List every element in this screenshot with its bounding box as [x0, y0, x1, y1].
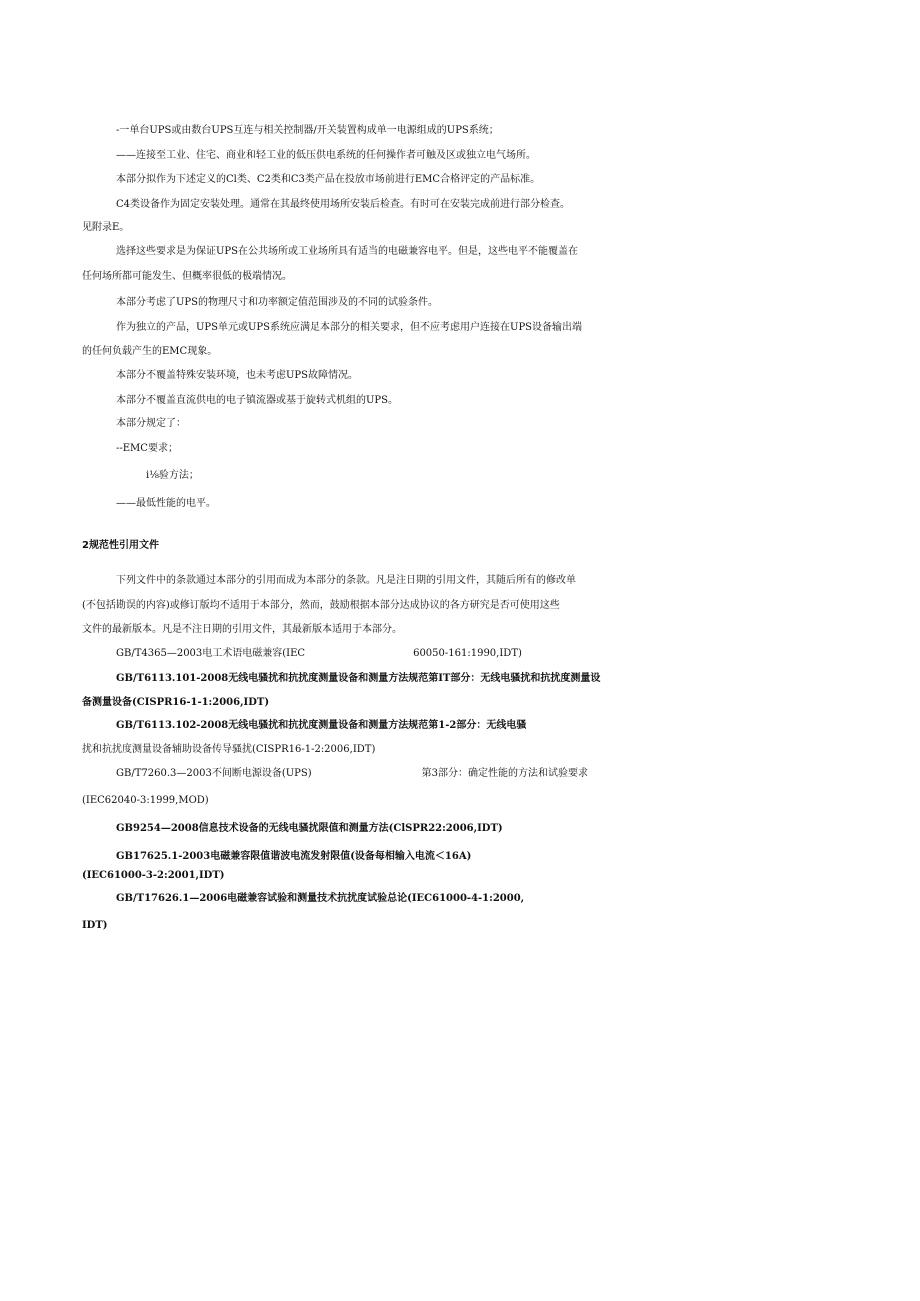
list-item-test-methods: i⅛验方法； — [146, 470, 199, 481]
reference-7-line-1: GB/T17626.1—2006电磁兼容试验和测量技术抗扰度试验总论(IEC61000-4-1:2000, — [116, 893, 525, 904]
intro-line-9: 作为独立的产品，UPS单元或UPS系统应满足本部分的相关要求，但不应考虑用户连接在UPS设备输出端 — [116, 322, 583, 333]
intro-line-3: 本部分拟作为下述定义的Cl类、C2类和C3类产品在投放市场前进行EMC合格评定的产品标准。 — [116, 174, 541, 185]
reference-5: GB9254—2008信息技术设备的无线电骚扰限值和测量方法(ClSPR22:2006,IDT) — [116, 823, 503, 834]
intro-line-13: 本部分规定了： — [116, 418, 186, 429]
intro-line-10: 的任何负载产生的EMC现象。 — [82, 346, 218, 357]
intro-line-2: ——连接至工业、住宅、商业和轻工业的低压供电系统的任何操作者可触及区或独立电气场所。 — [116, 150, 536, 161]
list-item-performance-level: ——最低性能的电平。 — [116, 498, 216, 509]
section-heading: 2规范性引用文件 — [82, 540, 159, 551]
reference-4-source: (IEC62040-3:1999,MOD) — [82, 795, 209, 806]
reference-4-title: GB/T7260.3—2003不间断电源设备(UPS) — [116, 768, 312, 779]
list-item-emc-requirements: --EMC要求； — [116, 443, 178, 454]
reference-6-line-1: GB17625.1-2003电磁兼容限值谐波电流发射限值(设备每相输入电流＜16A) — [116, 851, 472, 862]
intro-line-8: 本部分考虑了UPS的物理尺寸和功率额定值范围涉及的不同的试验条件。 — [116, 297, 439, 308]
reference-2-line-1: GB/T6113.101-2008无线电骚扰和抗扰度测量设备和测量方法规范第IT部分：无线电骚扰和抗扰度测量设 — [116, 673, 601, 684]
section-paragraph-line-1: 下列文件中的条款通过本部分的引用而成为本部分的条款。凡是注日期的引用文件，其随后所有的修改单 — [116, 575, 576, 586]
reference-6-line-2: (IEC61000-3-2:2001,IDT) — [82, 870, 225, 881]
reference-1 — [0, 644, 920, 664]
reference-2-line-2: 备测量设备(CISPR16-1-1:2006,IDT) — [82, 697, 270, 708]
reference-3-line-2: 扰和抗扰度测量设备辅助设备传导骚扰(CISPR16-1-2:2006,IDT) — [82, 744, 376, 755]
intro-line-7: 任何场所都可能发生、但概率很低的极端情况。 — [82, 271, 292, 282]
reference-7-line-2: IDT) — [82, 920, 108, 931]
intro-line-11: 本部分不覆盖特殊安装环境，也未考虑UPS故障情况。 — [116, 370, 359, 381]
reference-1-source: 60050-161:1990,IDT) — [413, 648, 522, 659]
section-paragraph-line-3: 文件的最新版本。凡是不注日期的引用文件，其最新版本适用于本部分。 — [82, 624, 402, 635]
intro-line-5: 见附录E。 — [82, 222, 130, 233]
reference-3-line-1: GB/T6113.102-2008无线电骚扰和抗扰度测量设备和测量方法规范第1-2部分：无线电骚 — [116, 720, 527, 731]
intro-line-1: -一单台UPS或由数台UPS互连与相关控制器/开关装置构成单一电源组成的UPS系统； — [116, 125, 499, 136]
intro-line-4: C4类设备作为固定安装处理。通常在其最终使用场所安装后检查。有时可在安装完成前进行部分检查。 — [116, 199, 571, 210]
reference-1-title: GB/T4365—2003电工术语电磁兼容(IEC — [116, 648, 306, 659]
reference-4 — [0, 764, 920, 784]
section-paragraph-line-2: (不包括勘误的内容)或修订版均不适用于本部分，然而，鼓励根据本部分达成协议的各方研究是否可使用这些 — [82, 600, 560, 611]
reference-4-part: 第3部分：确定性能的方法和试验要求 — [421, 768, 588, 779]
intro-line-12: 本部分不覆盖直流供电的电子镇流器或基于旋转式机组的UPS。 — [116, 395, 399, 406]
intro-line-6: 选择这些要求是为保证UPS在公共场所或工业场所具有适当的电磁兼容电平。但是，这些电平不能覆盖在 — [116, 246, 579, 257]
